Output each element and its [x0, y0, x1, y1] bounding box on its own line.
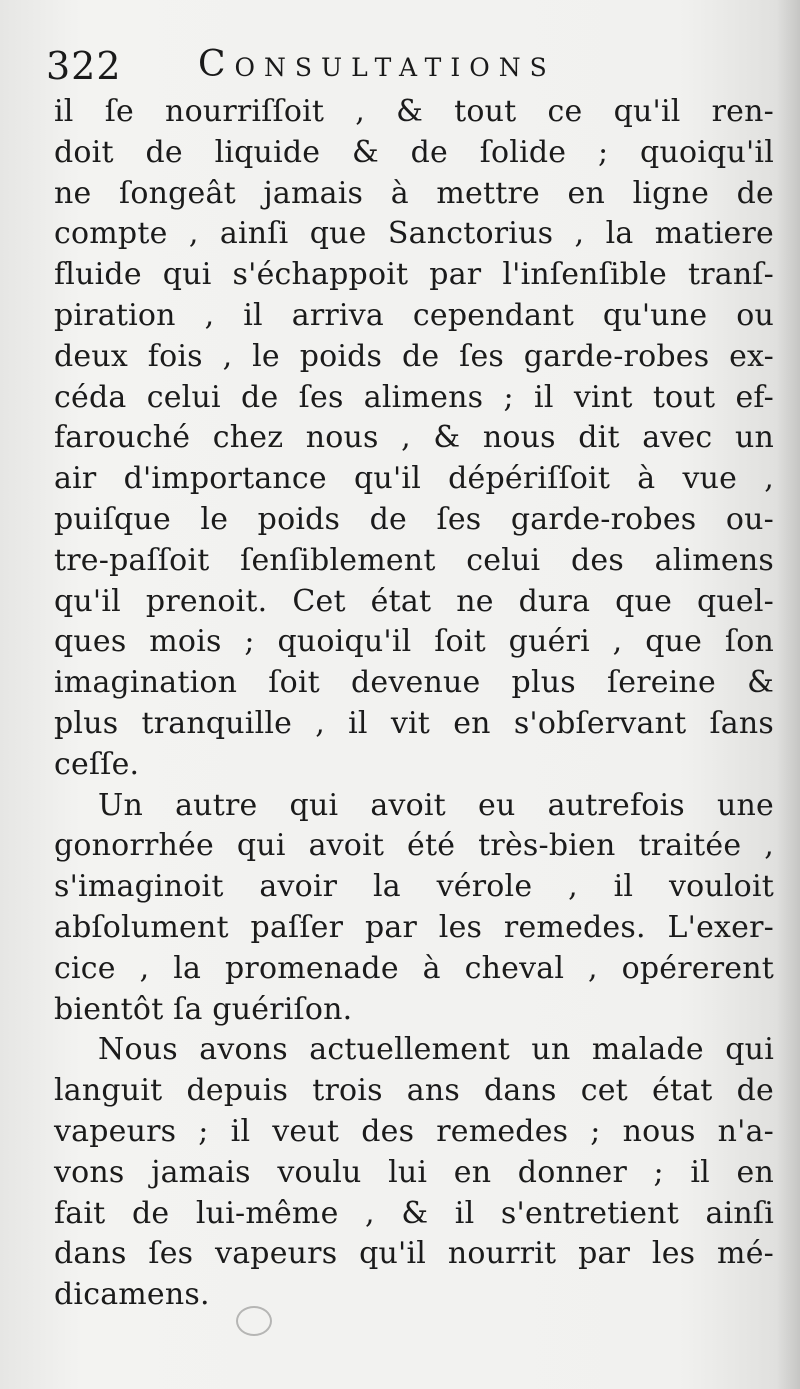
- text-line: abſolument paſſer par les remedes. L'exer-: [54, 909, 774, 945]
- body-text: [54, 92, 774, 1316]
- text-line: qu'il prenoit. Cet état ne dura que quel-: [54, 583, 774, 619]
- text-line: vapeurs ; il veut des remedes ; nous n'a-: [54, 1113, 774, 1149]
- text-line-paragraph-start: Nous avons actuellement un malade qui: [98, 1032, 774, 1068]
- text-line: plus tranquille , il vit en s'obſervant ſans: [54, 705, 774, 741]
- text-line: compte , ainſi que Sanctorius , la matiere: [54, 216, 774, 252]
- text-line: ne ſongeât jamais à mettre en ligne de: [54, 175, 774, 211]
- text-line: doit de liquide & de ſolide ; quoiqu'il: [54, 134, 774, 170]
- text-line: bientôt ſa guériſon.: [54, 991, 353, 1027]
- text-line: s'imaginoit avoir la vérole , il vouloit: [54, 869, 774, 905]
- text-line: piration , il arriva cependant qu'une ou: [54, 297, 774, 333]
- text-line: vons jamais voulu lui en donner ; il en: [54, 1154, 774, 1190]
- ink-mark: [236, 1306, 272, 1336]
- text-line: languit depuis trois ans dans cet état de: [54, 1073, 774, 1109]
- text-line: fluide qui s'échappoit par l'inſenſible tranſ-: [54, 257, 774, 293]
- text-line: céda celui de ſes alimens ; il vint tout ef-: [54, 379, 774, 415]
- page-header: [46, 40, 626, 96]
- text-line-paragraph-start: Un autre qui avoit eu autrefois une: [98, 787, 774, 823]
- text-line: gonorrhée qui avoit été très-bien traitée ,: [54, 828, 774, 864]
- text-line: ques mois ; quoiqu'il ſoit guéri , que ſon: [54, 624, 774, 660]
- page-number: 322: [46, 44, 122, 88]
- text-line: dans ſes vapeurs qu'il nourrit par les mé-: [54, 1236, 774, 1272]
- text-line: deux fois , le poids de ſes garde-robes ex-: [54, 338, 774, 374]
- text-line: tre-paſſoit ſenſiblement celui des alimens: [54, 542, 774, 578]
- text-line: fait de lui-même , & il s'entretient ainſi: [54, 1195, 774, 1231]
- running-head: Consultations: [198, 44, 556, 85]
- page-gutter-shadow: [776, 0, 800, 1389]
- text-line: farouché chez nous , & nous dit avec un: [54, 420, 774, 456]
- text-line: ceſſe.: [54, 746, 140, 782]
- text-line: cice , la promenade à cheval , opérerent: [54, 950, 774, 986]
- text-line: dicamens.: [54, 1277, 210, 1313]
- text-line: air d'importance qu'il dépériſſoit à vue ,: [54, 461, 774, 497]
- text-line: puiſque le poids de ſes garde-robes ou-: [54, 501, 774, 537]
- text-line: imagination ſoit devenue plus ſereine &: [54, 665, 774, 701]
- text-line: il ſe nourriſſoit , & tout ce qu'il ren-: [54, 94, 774, 129]
